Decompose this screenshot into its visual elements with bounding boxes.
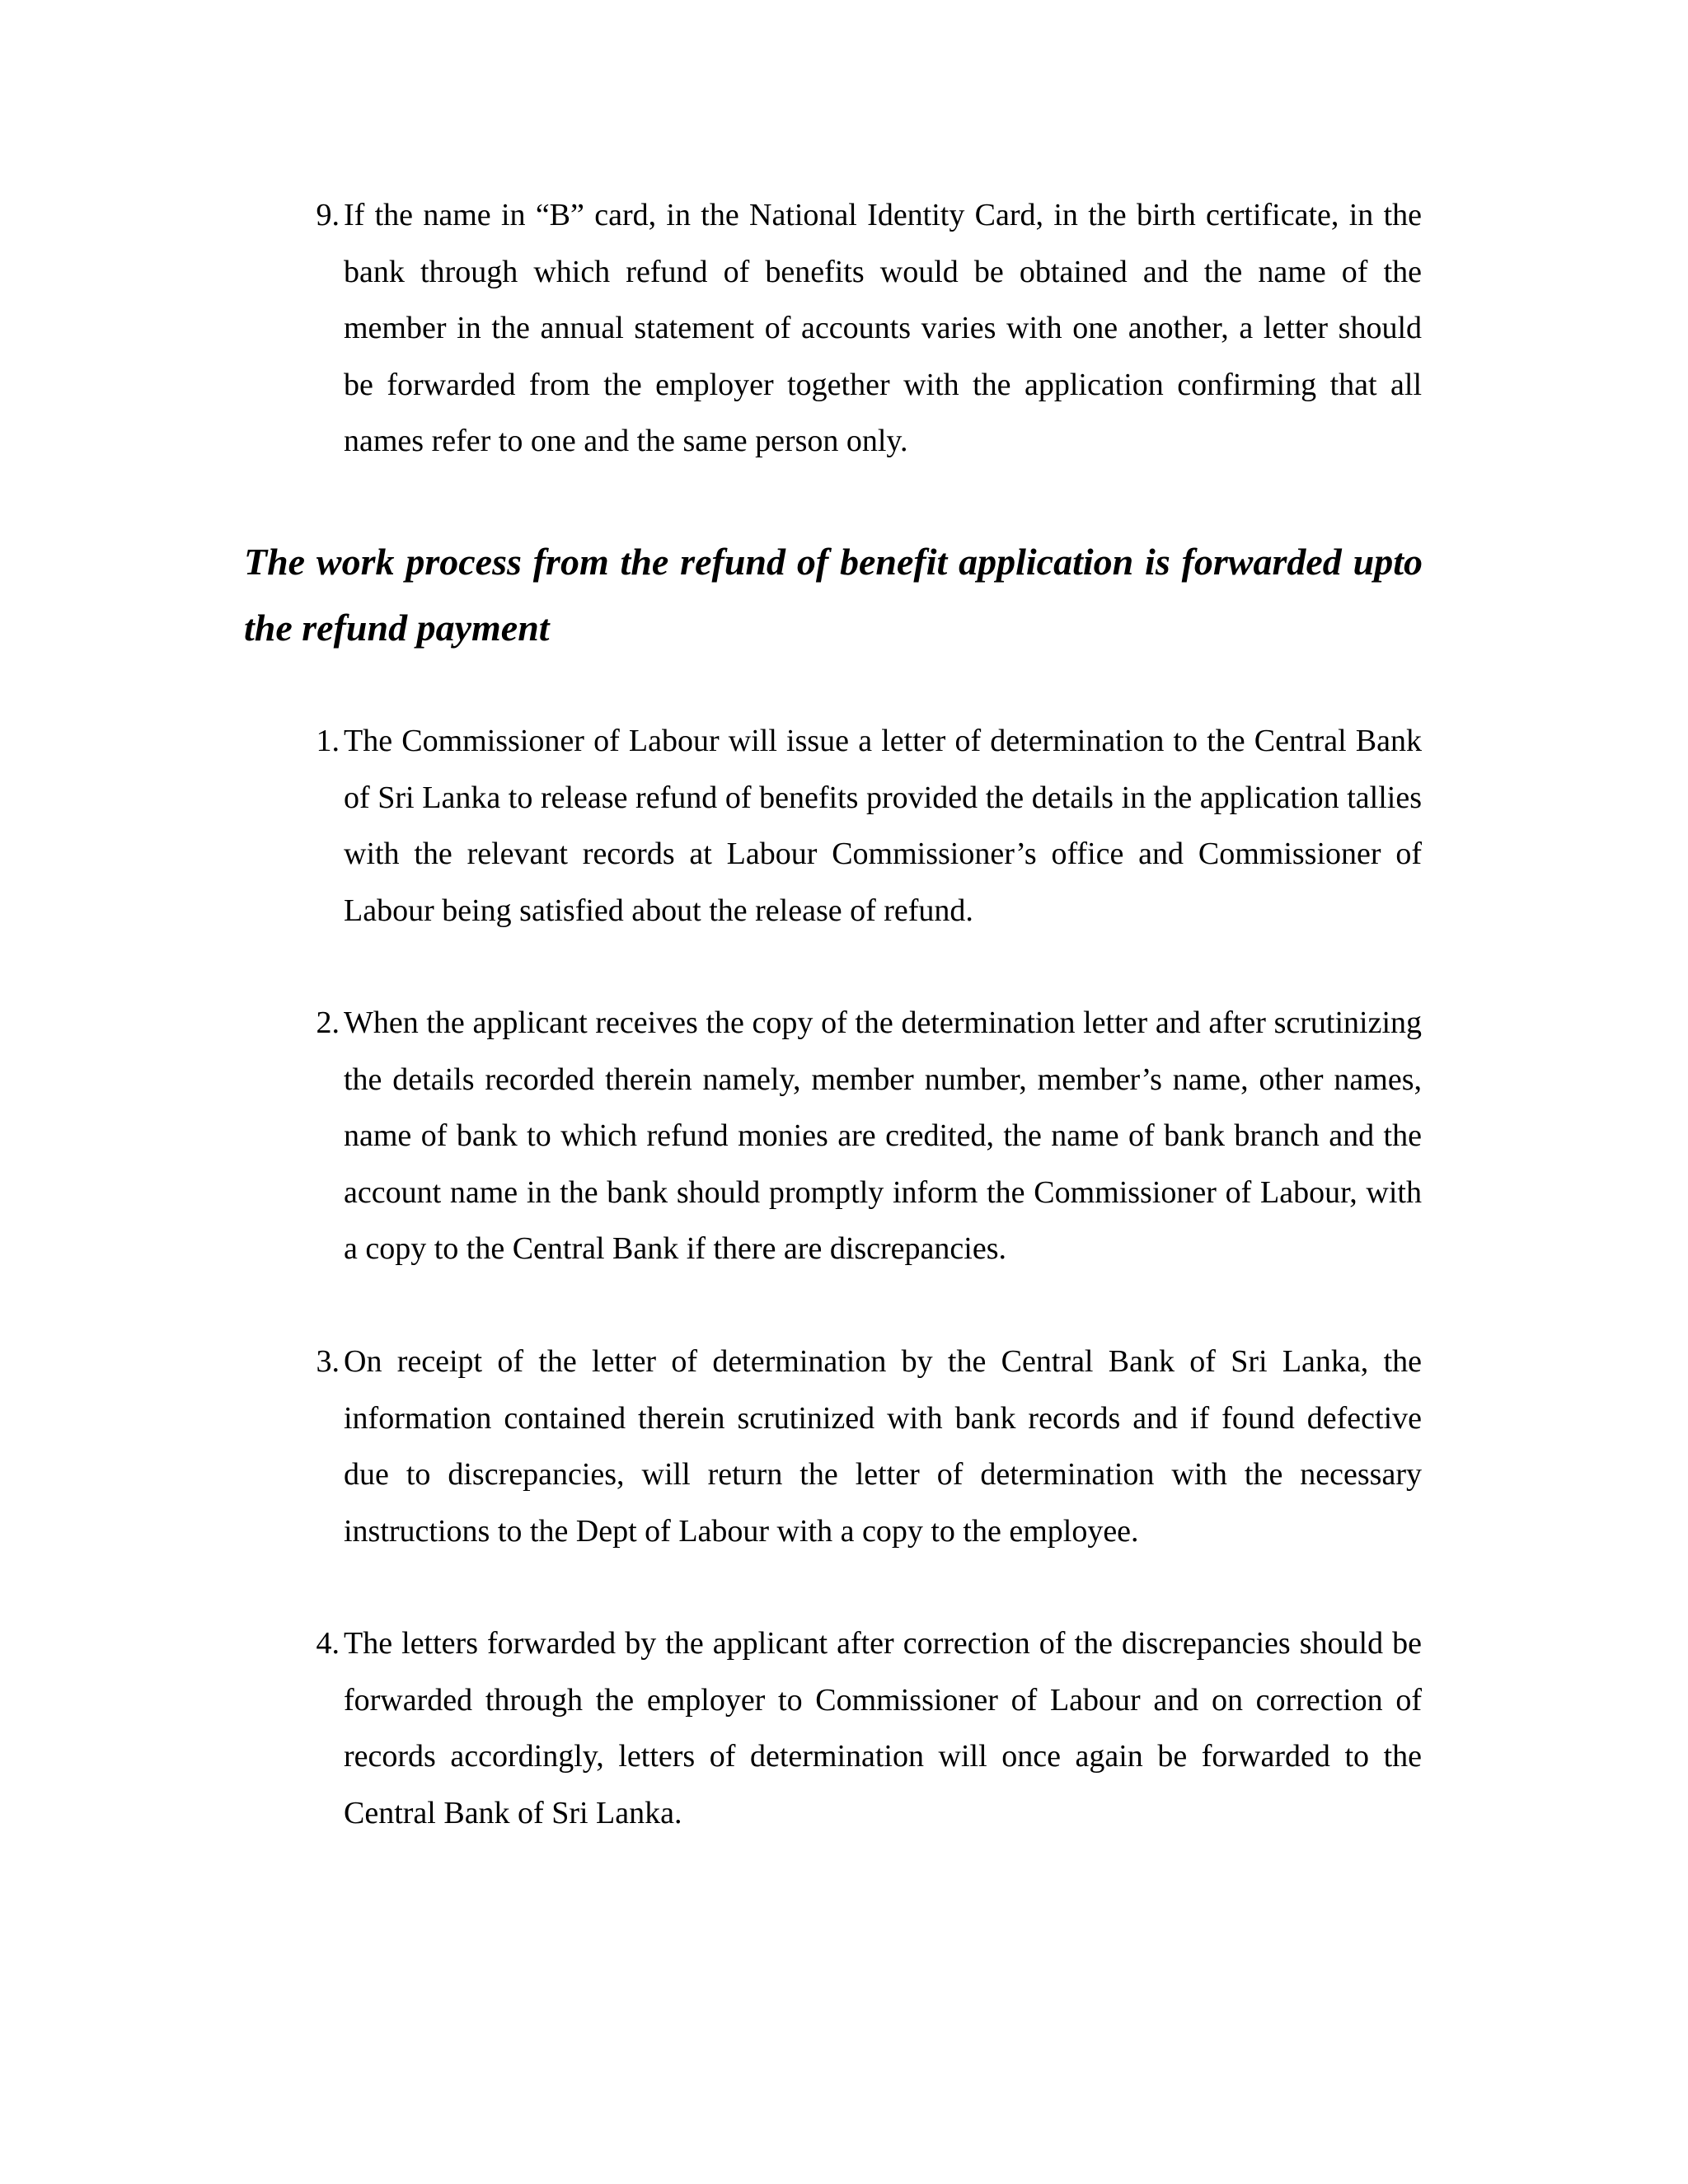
- list-item-2: [290, 995, 1422, 1277]
- list-number: 1.: [316, 724, 340, 758]
- list-number: 4.: [316, 1626, 340, 1661]
- list-item-text: The letters forwarded by the applicant after correction of the discrepancies should be forwarded through the employer to Commissioner of Labour and on correction of records accordingly, letters of determination will once again be forwarded to the Central Bank of Sri Lanka.: [344, 1626, 1422, 1830]
- list-number: 3.: [316, 1344, 340, 1379]
- list-number: 2.: [316, 1005, 340, 1040]
- list-item-text: The Commissioner of Labour will issue a letter of determination to the Central Bank of Sri Lanka to release refund of benefits provided the details in the application tallies with the relevant records at Labour Commissioner’s office and Commissioner of Labour being satisfied about the release of refund.: [344, 724, 1422, 928]
- list-item-text: If the name in “B” card, in the National Identity Card, in the birth certificate, in the bank through which refund of benefits would be obtained and the name of the member in the annual statement of accounts varies with one another, a letter should be forwarded from the employer together with the application confirming that all names refer to one and the same person only.: [344, 198, 1422, 458]
- list-item-3: [290, 1333, 1422, 1559]
- section-heading: The work process from the refund of benefit application is forwarded upto the refund payment: [244, 541, 1423, 649]
- list-item-1: [290, 713, 1422, 939]
- list-item-text: When the applicant receives the copy of the determination letter and after scrutinizing the details recorded therein namely, member number, member’s name, other names, name of bank to which refund monies are credited, the name of bank branch and the account name in the bank should promptly inform the Commissioner of Labour, with a copy to the Central Bank if there are discrepancies.: [344, 1005, 1422, 1266]
- list-item-9: [290, 187, 1422, 470]
- list-item-text: On receipt of the letter of determination by the Central Bank of Sri Lanka, the information contained therein scrutinized with bank records and if found defective due to discrepancies, will return the letter of determination with the necessary instructions to the Dept of Labour with a copy to the employee.: [344, 1344, 1422, 1549]
- list-number: 9.: [316, 198, 340, 232]
- list-item-4: [290, 1615, 1422, 1841]
